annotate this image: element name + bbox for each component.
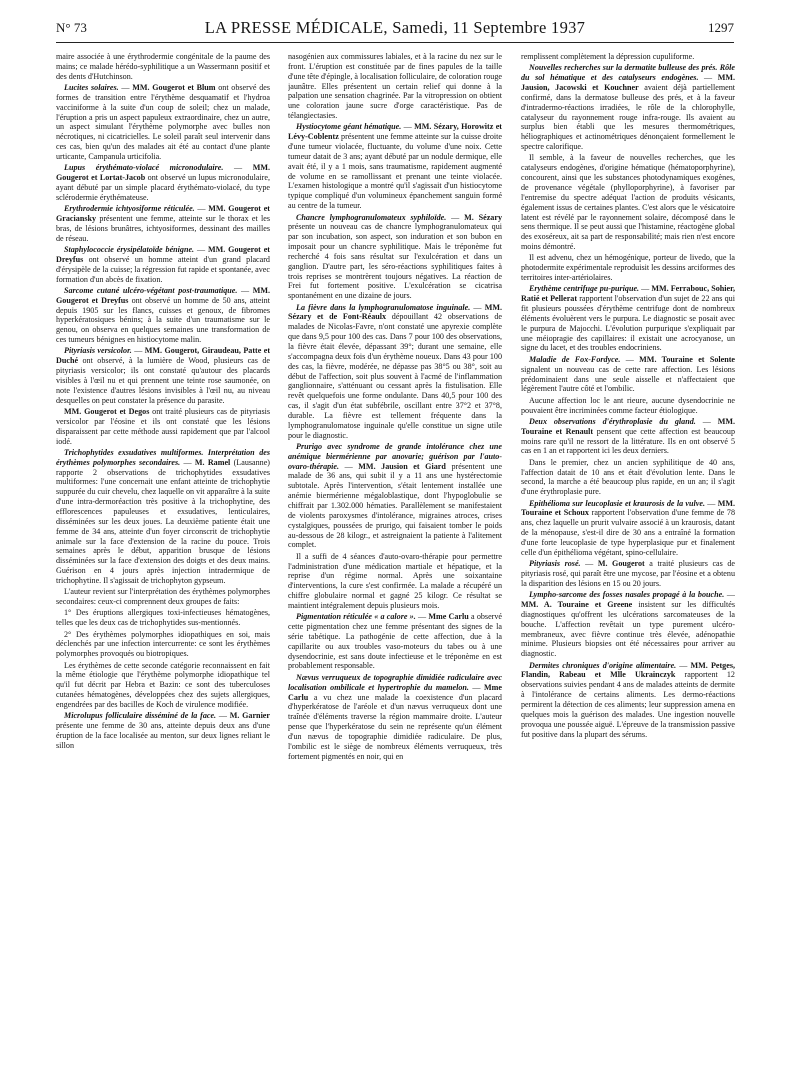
paragraph-text: a traité plusieurs cas de pityriasis rosé, qui paraît être une mycose, par l'éosine et a obtenu la disparition des lésions en 15 ou 20 jours.: [521, 559, 735, 588]
authors: MM. Gougerot et Blum: [132, 83, 216, 93]
authors: MM. Touraine et Renault: [521, 416, 735, 436]
paragraph: Nouvelles recherches sur la dermatite bulleuse des prés. Rôle du sol hématique et des catalyseurs endogènes. — MM. Jausion, Jacowski et Kouchner avaient déjà partiellement confirmé, dans la dermatose bulleuse des prés, et à la faveur d'intradermo-réactions irradiées, le rôle de la chlorophylle, catalyseur du rayonnement rouge infra-rouge. Ils avaient au surplus bien établi que les mesures thermométriques, héliographiques et actinométriques dénonçaient formellement le spectre calorifique.: [521, 63, 735, 152]
paragraph: Lympho-sarcome des fosses nasales propagé à la bouche. — MM. A. Touraine et Greene insistent sur les difficultés diagnostiques qu'offrent les ulcérations sarcomateuses de la bouche. L'affection revêtait un type purement ulcéro-membraneux, avec fièvre continue très élevée, adénopathie minime. Plusieurs biopsies ont été nécessaires pour arriver au diagnostic.: [521, 590, 735, 659]
paragraph: Staphylococcie érysipélatoïde bénigne. — MM. Gougerot et Dreyfus ont observé un homme atteint d'un grand placard d'érysipèle de la cuisse; la régression fut rapide et spontanée, avec formation d'un abcès de fixation.: [56, 245, 270, 284]
section-heading: La fièvre dans la lymphogranulomatose inguinale.: [296, 302, 471, 312]
authors: MM. Gougerot, Giraudeau, Patte et Duché: [56, 346, 270, 366]
paragraph: [521, 396, 735, 416]
paragraph: [521, 52, 735, 62]
section-heading: Dermites chroniques d'origine alimentaire.: [529, 660, 677, 670]
paragraph: Pityriasis versicolor. — MM. Gougerot, Giraudeau, Patte et Duché ont observé, à la lumière de Wood, plusieurs cas de pityriasis versicolor; ils ont constaté qu'autour des placards visibles à l'œil nu et qui prennent une teinte rose saumonée, on note l'existence d'autres lésions invisibles à l'œil nu, au niveau desquelles on peut constater la présence du parasite.: [56, 346, 270, 405]
paragraph-text: présente un nouveau cas de chancre lymphogranulomateux qui par son incubation, son aspect, son induration et son bubon en imposait pour un chancre syphilitique. Mais le tréponème fut recherché 4 fois sans résultat sur l'exulcération et dans un ganglion. D'autre part, les séro-réactions syphilitiques faites à trois reprises se montrèrent toujours négatives. La réaction de Frei fut fortement positive. L'exulcération se cicatrisa spontanément en une dizaine de jours.: [288, 222, 502, 301]
paragraph: Pigmentation réticulée « a calore ». — Mme Carlu a observé cette pigmentation chez une femme présentant des signes de la série tabétique. La pathogénie de cette affection, due à la capillarite ou aux troubles vaso-moteurs du tabes ou à une dysendocrinie, est sans doute infectieuse et le tréponème en est probablement responsable.: [288, 612, 502, 671]
paragraph-text: (Lausanne) rapporte 2 observations de trichophytides exsudatives multiformes: l'une concernait une enfant atteinte de trichophytie suppurée du cuir chevelu, chez laquelle on vit apparaître à la suite d'une intra-dermoréaction très positive à la trichophytine, des efflorescences papuleuses et exsudatives, lenticulaires, disséminées sur les deux joues. La deuxième patiente était une femme de 34 ans, atteinte d'un foyer circonscrit de trichophytie animale sur la face d'extension de la racine du pouce. Trois semaines après le début, apparition brusque de lésions disséminées sur la face d'extension des doigts et des deux mains. Guérison en 4 jours après injection intradermique de trichophytine. Il s'agissait de trichophyton gypseum.: [56, 457, 270, 585]
section-heading: Epithélioma sur leucoplasie et kraurosis de la vulve.: [529, 498, 705, 508]
paragraph-text: Il a suffi de 4 séances d'auto-ovaro-thérapie pour permettre l'administration d'une médication martiale et hépatique, et la reprise d'un régime normal. Après une soixantaine d'interventions, la cure s'est confirmée. La malade a récupéré un chiffre globulaire normal et gagné 25 kilogr. Ce résultat se maintient intégralement depuis plusieurs mois.: [288, 551, 502, 610]
authors: MM. A. Touraine et Greene: [521, 600, 633, 610]
section-heading: Lucites solaires.: [64, 83, 119, 93]
page-header: [56, 20, 734, 43]
paragraph-text: a observé cette pigmentation chez une femme présentant des signes de la série tabétique. La pathogénie de cette affection, due à la capillarite ou aux troubles vaso-moteurs du tabes ou à une dysendocrinie, est sans doute infectieuse et le tréponème en est probablement responsable.: [288, 612, 502, 671]
column-3: [521, 52, 735, 1072]
paragraph-text: maire associée à une érythrodermie congénitale de la paume des mains; ce malade hérédo-syphilitique a un Wassermann positif et des dents d'Hutchinson.: [56, 52, 270, 81]
paragraph-text: Dans le premier, chez un ancien syphilitique de 40 ans, l'affection datait de 10 ans et était d'évolution lente. Dans le second, la marche a été beaucoup plus rapide, en un an; il s'agit d'une érythroplasie pure.: [521, 457, 735, 497]
section-heading: Trichophytides exsudatives multiformes. Interprétation des érythèmes polymorphes secondaires.: [56, 447, 270, 467]
paragraph-text: avaient déjà partiellement confirmé, dans la dermatose bulleuse des prés, et à la faveur d'intradermo-réactions irradiées, le rôle de la chlorophylle, catalyseur du rayonnement rouge infra-rouge. Ils avaient au surplus bien établi que les mesures thermométriques, héliographiques et actinométriques dénonçaient formellement le spectre calorifique.: [521, 83, 735, 152]
authors: MM. Gougerot et Lortat-Jacob: [56, 163, 270, 183]
section-heading: Prurigo avec syndrome de grande intolérance chez une anémique biermérienne par anovarie; guérison par l'auto-ovaro-thérapie.: [288, 441, 502, 471]
paragraph: [56, 52, 270, 82]
paragraph-text: 1° Des éruptions allergiques toxi-infectieuses hématogènes, telles que les deux cas de trichophytides sus-mentionnés.: [56, 608, 270, 628]
paragraph: [56, 587, 270, 607]
section-heading: Hystiocytome géant hématique.: [296, 122, 402, 132]
paragraph: Nævus verruqueux de topographie dimidiée radiculaire avec localisation ombilicale et hypertrophie du mamelon. — Mme Carlu a vu chez une malade la coexistence d'un placard d'hyperkératose de l'aréole et d'un nævus verruqueux dont une traînée d'éléments traverse la région mammaire droite. L'auteur pense que l'hyperkératose du sein ne représente qu'un élément d'un nævus de topographie dimidiée radiculaire. De plus, l'ombilic est le siège de nombreux éléments verruqueux, très fortement pigmentés en noir, qui en: [288, 672, 502, 761]
section-heading: Pigmentation réticulée « a calore ».: [296, 612, 416, 622]
paragraph-text: 2° Des érythèmes polymorphes idiopathiques en soi, mais déclenchés par une infection intercurrente: ce sont les érythèmes polymorphes provoqués ou biotropiques.: [56, 629, 270, 659]
paragraph: Microlupus folliculaire disséminé de la face. — M. Garnier présente une femme de 30 ans, atteinte depuis deux ans d'une éruption de la face localisée au menton, sur deux lignes reliant le sillon: [56, 711, 270, 750]
paragraph: [56, 608, 270, 628]
paragraph-text: présentent une femme atteinte sur la cuisse droite d'une tumeur violacée, fluctuante, du volume d'une noix. Cette tumeur datait de 3 ans; ayant débuté par un nodule dermique, elle avait été, il y a 1 mois, sans traumatisme, rapidement augmenté de volume en se ramollissant et prenant une teinte violacée. L'examen histologique a montré qu'il s'agissait d'un histiocytome typique compliqué d'un volumineux épanchement sanguin formé au centre de la tumeur.: [288, 132, 502, 211]
authors: MM. Gougerot et Dreyfus: [56, 285, 270, 305]
section-heading: Lupus érythémato-violacé micronodulaire.: [64, 163, 224, 173]
paragraph-text: Il est advenu, chez un hémogénique, porteur de livedo, que la photodermite expérimentale reproduisit les dessins arciformes des territoires inter-artériolaires.: [521, 253, 735, 283]
paragraph: [521, 253, 735, 283]
paragraph: Lupus érythémato-violacé micronodulaire. — MM. Gougerot et Lortat-Jacob ont observé un lupus micronodulaire, ayant débuté par un simple placard érythémato-violacé, du type sclérodermie érythémateuse.: [56, 163, 270, 202]
column-1: [56, 52, 270, 1072]
authors: MM. Jausion et Giard: [358, 461, 446, 471]
section-heading: Microlupus folliculaire disséminé de la face.: [64, 711, 217, 721]
authors: MM. Touraine et Schoux: [521, 498, 735, 518]
section-heading: Pityriasis versicolor.: [64, 346, 132, 356]
section-heading: Sarcome cutané ulcéro-végétant post-traumatique.: [64, 285, 238, 295]
section-heading: Chancre lymphogranulomateux syphiloïde.: [296, 212, 447, 222]
paragraph-text: présentent une femme, atteinte sur le thorax et les bras, de lésions brunâtres, ichtyosiformes, dessinant des mailles de réseau.: [56, 214, 270, 243]
paragraph: Erythème centrifuge pu-purique. — MM. Ferrabouc, Sohier, Ratié et Pellerat rapportent l'observation d'un sujet de 22 ans qui fit plusieurs poussées d'érythème centrifuge dont de nombreux éléments évoluèrent vers le purpura. Le diagnostic se posait avec le purpura de Majocchi. L'évolution purpurique s'expliquait par une méiopragie des capillaires: il existait une acrocyanose, un signe du lacet, et des troubles endocriniens.: [521, 284, 735, 353]
paragraph-text: Il semble, à la faveur de nouvelles recherches, que les catalyseurs endogènes, d'origine hématique (hématoporphyrine), concourent, ainsi que les substances photodynamiques exogènes, de provenance végétale (phylloporphyrine), à favoriser par l'entremise du spectre adéquat l'action de produits vésicants, également issus de certaines plantes. C'est alors que le vésicatoire latent est révélé par le rayonnement solaire, décomposé dans le sens thermique. Il se peut aussi que l'histamine, réactogène global des exoséreux, ait sa part de responsabilité; mais rien n'est encore moins démontré.: [521, 153, 735, 252]
issue-number: N° 73: [56, 20, 87, 35]
paragraph: Hystiocytome géant hématique. — MM. Sézary, Horowitz et Lévy-Coblentz présentent une femme atteinte sur la cuisse droite d'une tumeur violacée, fluctuante, du volume d'une noix. Cette tumeur datait de 3 ans; ayant débuté par un nodule dermique, elle avait été, il y a 1 mois, sans traumatisme, rapidement augmenté de volume en se ramollissant et prenant une teinte violacée. L'examen histologique a montré qu'il s'agissait d'un histiocytome typique compliqué d'un volumineux épanchement sanguin formé au centre de la tumeur.: [288, 122, 502, 211]
section-heading: Nævus verruqueux de topographie dimidiée radiculaire avec localisation ombilicale et hypertrophie du mamelon.: [288, 672, 502, 692]
section-heading: Pityriasis rosé.: [529, 559, 581, 569]
paragraph-text: signalent un nouveau cas de cette rare affection. Les lésions prédominaient dans une seule aisselle et n'affectaient que légèrement l'autre côté et l'ombilic.: [521, 364, 735, 394]
paragraph: Lucites solaires. — MM. Gougerot et Blum ont observé des formes de transition entre l'érythème desquamatif et l'hydroa vacciniforme à la suite d'un coup de soleil; chez un malade, l'éruption a pris un aspect papuleux extraordinaire, chez un autre, un aspect simulant l'érythème polymorphe avec bulles non nécrotiques, ni cicatricielles. Le soleil paraît seul intervenir dans ces cas, bien qu'un des malades ait été au contact d'une plante urticante, Campanula urticifolia.: [56, 83, 270, 161]
section-heading: Deux observations d'érythroplasie du gland.: [529, 416, 696, 426]
paragraph: La fièvre dans la lymphogranulomatose inguinale. — MM. Sézary et de Font-Réaulx dépouillant 42 observations de malades de Nicolas-Favre, n'ont constaté une apyrexie complète que dans 9,5 pour 100 des cas. Dans 7 pour 100 des observations, la fièvre était élevée, dépassant 39°; durant une semaine, elle s'accompagna deux fois d'un érythème noueux. Dans 43 pour 100 des cas, la fièvre, modérée, ne dépasse pas 38°5 ou 38°, soit au début de l'affection, soit plus souvent à l'acmé de l'inflammation ganglionnaire, s'atténuant ou cessant après la fistulisation. Elle revêt quelquefois une forme ondulante. Dans 40,5 pour 100 des cas, il s'agit d'un état subfébrile, oscillant entre 37°2 et 37°8, durable. La fièvre est tellement fréquente dans la lymphogranulomatose inguinale qu'elle constitue un signe utile pour le diagnostic.: [288, 302, 502, 440]
authors: MM. Sézary et de Font-Réaulx: [288, 302, 502, 322]
section-heading: Staphylococcie érysipélatoïde bénigne.: [64, 245, 195, 255]
authors: MM. Gougerot et Dreyfus: [56, 245, 270, 264]
paragraph: [288, 552, 502, 611]
authors: MM. Petges, Flandin, Rabeau et Mlle Ukrainczyk: [521, 660, 735, 680]
paragraph: Trichophytides exsudatives multiformes. Interprétation des érythèmes polymorphes secondaires. — M. Ramel (Lausanne) rapporte 2 observations de trichophytides exsudatives multiformes: l'une concernait une enfant atteinte de trichophytie suppurée du cuir chevelu, chez laquelle on vit apparaître à la suite d'une intra-dermoréaction très positive à la trichophytine, des efflorescences papuleuses et exsudatives, lenticulaires, disséminées sur les deux joues. La deuxième patiente était une femme de 34 ans, atteinte d'un foyer circonscrit de trichophytie animale sur la face d'extension de la racine du pouce. Trois semaines après le début, apparition brusque de lésions disséminées sur la face d'extension des doigts et des deux mains. Guérison en 4 jours après injection intradermique de trichophytine. Il s'agissait de trichophyton gypseum.: [56, 447, 270, 585]
paragraph: Dermites chroniques d'origine alimentaire. — MM. Petges, Flandin, Rabeau et Mlle Ukrainczyk rapportent 12 observations suivies pendant 4 ans de malades atteints de dermite à l'intolérance de certains aliments. Les dermo-réactions permirent la détection de ces aliments; leur suppression amena en quelques mois la guérison des malades. Une ingestion nouvelle provoqua une poussée aiguë. L'épreuve de la transmission passive fut positive dans la plupart des sérums.: [521, 660, 735, 739]
paragraph-text: ont observé un homme de 50 ans, atteint depuis 1905 sur les flancs, cuisses et genoux, de fibromes hyperkératosiques bénins; à la suite d'un traumatisme sur le genou, on observa en quelques semaines une transformation de ces tumeurs bénignes en histiocytome malin.: [56, 295, 270, 345]
section-heading: Maladie de Fox-Fordyce.: [529, 354, 621, 364]
paragraph: Chancre lymphogranulomateux syphiloïde. — M. Sézary présente un nouveau cas de chancre lymphogranulomateux qui par son incubation, son aspect, son induration et son bubon en imposait pour un chancre syphilitique. Mais le tréponème fut recherché 4 fois sans résultat sur l'exulcération et dans un ganglion. D'autre part, les séro-réactions syphilitiques faites à trois reprises se montrèrent toujours négatives. La réaction de Frei fut fortement positive. L'exulcération se cicatrisa spontanément en une dizaine de jours.: [288, 212, 502, 301]
paragraph-text: remplissent complètement la dépression cupuliforme.: [521, 52, 695, 61]
paragraph-text: pensent que cette affection est beaucoup moins rare qu'il ne ressort de la littérature. Ils en ont observé 5 cas en 1 an et rapportent ici les deux derniers.: [521, 426, 735, 456]
paragraph-text: dépouillant 42 observations de malades de Nicolas-Favre, n'ont constaté une apyrexie complète que dans 9,5 pour 100 des cas. Dans 7 pour 100 des observations, la fièvre était élevée, dépassant 39°; durant une semaine, elle s'accompagna deux fois d'un érythème noueux. Dans 43 pour 100 des cas, la fièvre, modérée, ne dépasse pas 38°5 ou 38°, soit au début de l'affection, soit plus souvent à l'acmé de l'inflammation ganglionnaire, s'atténuant ou cessant après la fistulisation. Elle revêt quelquefois une forme ondulante. Dans 40,5 pour 100 des cas, il s'agit d'un état subfébrile, oscillant entre 37°2 et 37°8, durable. La fièvre est tellement fréquente dans la lymphogranulomatose inguinale qu'elle constitue un signe utile pour le diagnostic.: [288, 312, 502, 440]
paragraph-text: rapportent 12 observations suivies pendant 4 ans de malades atteints de dermite à l'intolérance de certains aliments. Les dermo-réactions permirent la détection de ces aliments; leur suppression amena en quelques mois la guérison des malades. Une ingestion nouvelle provoqua une poussée aiguë. L'épreuve de la transmission passive fut positive dans la plupart des sérums.: [521, 670, 735, 739]
paragraph-text: rapportent l'observation d'un sujet de 22 ans qui fit plusieurs poussées d'érythème centrifuge dont de nombreux éléments évoluèrent vers le purpura. Le diagnostic se posait avec le purpura de Majocchi. L'évolution purpurique s'expliquait par une méiopragie des capillaires: il existait une acrocyanose, un signe du lacet, et des troubles endocriniens.: [521, 294, 735, 353]
paragraph: [521, 153, 735, 251]
paragraph: Epithélioma sur leucoplasie et kraurosis de la vulve. — MM. Touraine et Schoux rapportent l'observation d'une femme de 78 ans, chez laquelle un prurit vulvaire associé à un kraurosis, datant de la ménopause, s'est-il dire de 30 ans a entraîné la formation d'une forte leucoplasie de type hyperplasique pur et finalement celle d'un épithélioma végétant, spino-cellulaire.: [521, 498, 735, 557]
authors: MM. Sézary, Horowitz et Lévy-Coblentz: [288, 122, 502, 142]
paragraph-text: présentent une malade de 36 ans, qui subit il y a 11 ans une hystérectomie subtotale. Après l'intervention, s'était lentement installée une anémie biermérienne mégaloblastique, dont l'hypoglobulie se chiffrait par 1.302.000 hématies. Parallèlement se manifestaient de violents paroxysmes d'intolérance, migraines atroces, crises cystalgiques, poussées de prurigo, qui faisaient tomber le poids au-dessous de 28 kilogr., et astreignaient la patiente à l'alitement complet.: [288, 461, 502, 550]
page-number: 1297: [708, 20, 734, 35]
paragraph: [56, 407, 270, 446]
paragraph: Erythrodermie ichtyosiforme réticulée. — MM. Gougerot et Graciansky présentent une femme, atteinte sur le thorax et les bras, de lésions brunâtres, ichtyosiformes, dessinant des mailles de réseau.: [56, 204, 270, 243]
paragraph-text: présente une femme de 30 ans, atteinte depuis deux ans d'une éruption de la face localisée au menton, sur deux lignes reliant le sillon: [56, 721, 270, 750]
paragraph-text: a vu chez une malade la coexistence d'un placard d'hyperkératose de l'aréole et d'un nævus verruqueux dont une traînée d'éléments traverse la région mammaire droite. L'auteur pense que l'hyperkératose du sein ne représente qu'un élément d'un nævus de topographie dimidiée radiculaire. De plus, l'ombilic est le siège de nombreux éléments verruqueux, très fortement pigmentés en noir, qui en: [288, 692, 502, 761]
paragraph-text: insistent sur les difficultés diagnostiques qu'offrent les ulcérations sarcomateuses de la bouche. L'affection revêtait un type purement ulcéro-membraneux, avec fièvre continue très élevée, adénopathie minime. Plusieurs biopsies ont été nécessaires pour arriver au diagnostic.: [521, 600, 735, 659]
paragraph: Pityriasis rosé. — M. Gougerot a traité plusieurs cas de pityriasis rosé, qui paraît être une mycose, par l'éosine et a obtenu la disparition des lésions en 15 ou 20 jours.: [521, 559, 735, 588]
paragraph-text: ont observé, à la lumière de Wood, plusieurs cas de pityriasis versicolor; ils ont constaté qu'autour des placards visibles à l'œil nu et qui prennent une teinte rose saumonée, on note l'existence d'autres lésions invisibles à l'œil nu, au niveau desquelles on peut constater la présence du parasite.: [56, 356, 270, 405]
paragraph: Maladie de Fox-Fordyce. — MM. Touraine et Solente signalent un nouveau cas de cette rare affection. Les lésions prédominaient dans une seule aisselle et n'affectaient que légèrement l'autre côté et l'ombilic.: [521, 354, 735, 394]
authors: Mme Carlu: [428, 612, 469, 622]
section-heading: Erythème centrifuge pu-purique.: [529, 284, 640, 294]
paragraph: Deux observations d'érythroplasie du gland. — MM. Touraine et Renault pensent que cette affection est beaucoup moins rare qu'il ne ressort de la littérature. Ils en ont observé 5 cas en 1 an et rapportent ici les deux derniers.: [521, 416, 735, 456]
section-heading: Nouvelles recherches sur la dermatite bulleuse des prés. Rôle du sol hématique et des catalyseurs endogènes.: [521, 63, 735, 83]
paragraph: Sarcome cutané ulcéro-végétant post-traumatique. — MM. Gougerot et Dreyfus ont observé un homme de 50 ans, atteint depuis 1905 sur les flancs, cuisses et genoux, de fibromes hyperkératosiques bénins; à la suite d'un traumatisme sur le genou, on observa en quelques semaines une transformation de ces tumeurs bénignes en histiocytome malin.: [56, 285, 270, 345]
paragraph: [521, 458, 735, 497]
paragraph: [56, 630, 270, 660]
authors: M. Garnier: [229, 711, 270, 721]
paragraph-text: ont traité plusieurs cas de pityriasis versicolor par l'éosine et ils ont constaté que les lésions disparaissent par cette méthode aussi rapidement que par l'alcool iodé.: [56, 407, 270, 446]
paragraph-text: Aucune affection loc le ant rieure, aucune dysendocrinie ne pouvaient être incriminées comme facteur étiologique.: [521, 395, 735, 415]
journal-title: LA PRESSE MÉDICALE, Samedi, 11 Septembre 1937: [204, 18, 586, 37]
paragraph-text: rapportent l'observation d'une femme de 78 ans, chez laquelle un prurit vulvaire associé à un kraurosis, datant de la ménopause, s'est-il dire de 30 ans a entraîné la formation d'une forte leucoplasie de type hyperplasique pur et finalement celle d'un épithélioma végétant, spino-cellulaire.: [521, 508, 735, 557]
paragraph-text: L'auteur revient sur l'interprétation des érythèmes polymorphes secondaires: ceux-ci comprennent deux groupes de faits:: [56, 587, 270, 607]
paragraph: [56, 661, 270, 710]
authors: M. Gougerot: [597, 559, 645, 569]
paragraph: [288, 52, 502, 121]
authors: M. Sézary: [464, 212, 502, 222]
authors: MM. Gougerot et Degos: [64, 407, 150, 417]
authors: M. Ramel: [194, 457, 231, 467]
paragraph-text: ont observé un lupus micronodulaire, ayant débuté par un simple placard érythémato-violacé, du type sclérodermie érythémateuse.: [56, 173, 270, 202]
section-heading: Erythrodermie ichtyosiforme réticulée.: [64, 204, 195, 214]
paragraph-text: nasogénien aux commissures labiales, et à la racine du nez sur le front. L'éruption est constituée par de fines papules de la taille d'une tête d'épingle, à localisation folliculaire, de coloration rouge jaunâtre. Elles présentent un certain relief qui donne à la palpation une sensation chagrinée. Par la vitropression on obtient une coloration jaune sucre d'orge caractéristique. Pas de télangiectasies.: [288, 52, 502, 121]
authors: MM. Touraine et Solente: [639, 354, 735, 364]
authors: MM. Jausion, Jacowski et Kouchner: [521, 73, 735, 93]
authors: MM. Gougerot et Graciansky: [56, 204, 270, 223]
paragraph-text: ont observé des formes de transition entre l'érythème desquamatif et l'hydroa vacciniforme à la suite d'un coup de soleil; chez un malade, l'éruption a pris un aspect papuleux extraordinaire, chez un autre, un aspect simulant l'érythème polymorphe avec bulles non nécrotiques, ni cicatricielles. Le soleil paraît seul intervenir dans ces cas, bien qu'un des malades ait été au contact d'une plante urticante, Campanula urticifolia.: [56, 83, 270, 161]
paragraph: Prurigo avec syndrome de grande intolérance chez une anémique biermérienne par anovarie; guérison par l'auto-ovaro-thérapie. — MM. Jausion et Giard présentent une malade de 36 ans, qui subit il y a 11 ans une hystérectomie subtotale. Après l'intervention, s'était lentement installée une anémie biermérienne mégaloblastique, dont l'hypoglobulie se chiffrait par 1.302.000 hématies. Parallèlement se manifestaient de violents paroxysmes d'intolérance, migraines atroces, crises cystalgiques, poussées de prurigo, qui faisaient tomber le poids au-dessous de 28 kilogr., et astreignaient la patiente à l'alitement complet.: [288, 441, 502, 550]
authors: Mme Carlu: [288, 682, 502, 702]
paragraph-text: Les érythèmes de cette seconde catégorie reconnaissent en fait la même étiologie que l'érythème polymorphe idiopathique tel qu'il fut décrit par Hebra et Bazin: ce sont des tuberculoses cutanées hématogènes, développées chez des sujets allergiques, engendrées par des bacilles de Koch de virulence modifiée.: [56, 660, 270, 709]
section-heading: Lympho-sarcome des fosses nasales propagé à la bouche.: [529, 590, 725, 600]
column-2: [288, 52, 502, 1072]
authors: MM. Ferrabouc, Sohier, Ratié et Pellerat: [521, 284, 735, 304]
paragraph-text: ont observé un homme atteint d'un grand placard d'érysipèle de la cuisse; la régression fut rapide et spontanée, avec formation d'un abcès de fixation.: [56, 254, 270, 284]
